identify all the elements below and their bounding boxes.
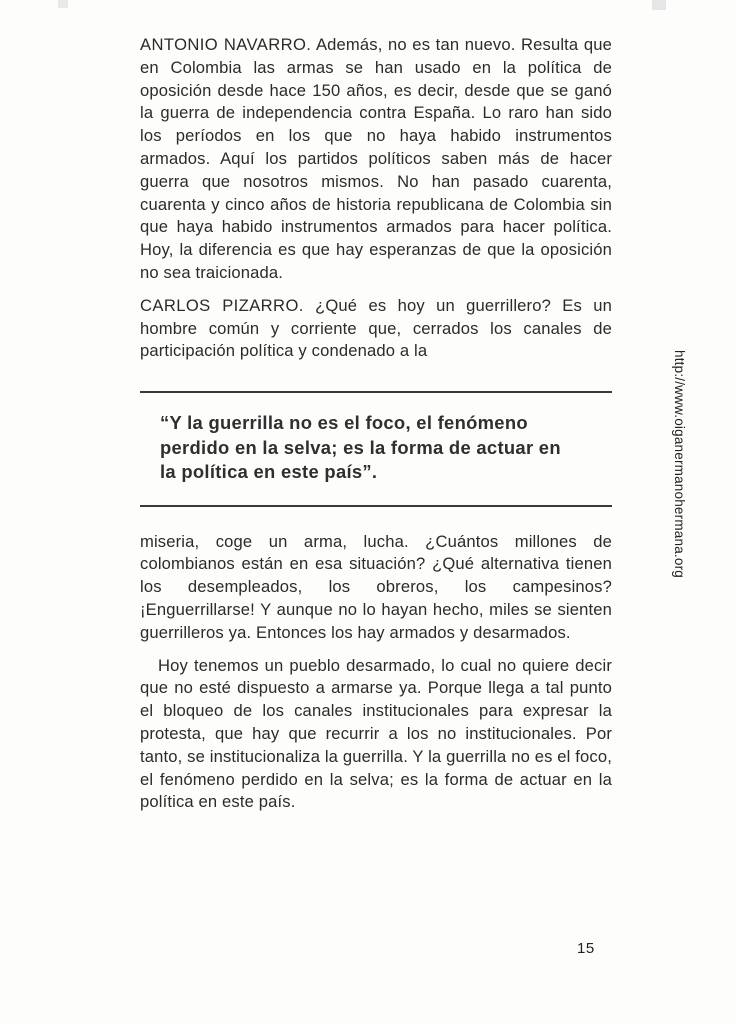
divider-bottom	[140, 505, 612, 507]
paragraph-pizarro	[140, 295, 612, 363]
speaker-name: CARLOS PIZARRO.	[140, 295, 304, 315]
paragraph-continuation: miseria, coge un arma, lucha. ¿Cuántos millones de colombianos están en esa situación? ¿Qué alternativa tienen los desempleados, los obreros, los campesinos? ¡Enguerrillarse! Y aunque no lo hayan hecho, miles se sienten guerrilleros ya. Entonces los hay armados y desarmados.	[140, 531, 612, 642]
scan-artifact	[58, 0, 68, 8]
watermark-url: http://www.oiganermanohermana.org	[672, 350, 687, 578]
text-column	[140, 34, 612, 824]
paragraph-text: Además, no es tan nuevo. Resulta que en Colombia las armas se han usado en la política de oposición desde hace 150 años, es decir, desde que se ganó la guerra de independencia contra España. Lo raro han sido los períodos en los que no haya habido instrumentos armados. Aquí los partidos políticos saben más de hacer guerra que nosotros mismos. No han pasado cuarenta, cuarenta y cinco años de historia republicana de Colombia sin que haya habido instrumentos armados para hacer política. Hoy, la diferencia es que hay esperanzas de que la oposición no sea traicionada.	[140, 35, 612, 282]
page-number: 15	[577, 940, 595, 957]
speaker-name: ANTONIO NAVARRO.	[140, 35, 312, 54]
paragraph-text: ¿Qué es hoy un guerrillero? Es un hombre común y corriente que, cerrados los canales de participación política y condenado a la	[140, 295, 613, 361]
paragraph-navarro	[140, 34, 612, 285]
pull-quote: “Y la guerrilla no es el foco, el fenómeno perdido en la selva; es la forma de actuar en la política en este país”.	[160, 412, 561, 483]
scan-artifact	[652, 0, 666, 10]
divider-top	[140, 391, 612, 393]
paragraph-final: Hoy tenemos un pueblo desarmado, lo cual no quiere decir que no esté dispuesto a armarse ya. Porque llega a tal punto el bloqueo de los canales institucionales para expresar la protesta, que hay que recurrir a los no institucionales. Por tanto, se institucionaliza la guerrilla. Y la guerrilla no es el foco, el fenómeno perdido en la selva; es la forma de actuar en la política en este país.	[140, 655, 613, 812]
